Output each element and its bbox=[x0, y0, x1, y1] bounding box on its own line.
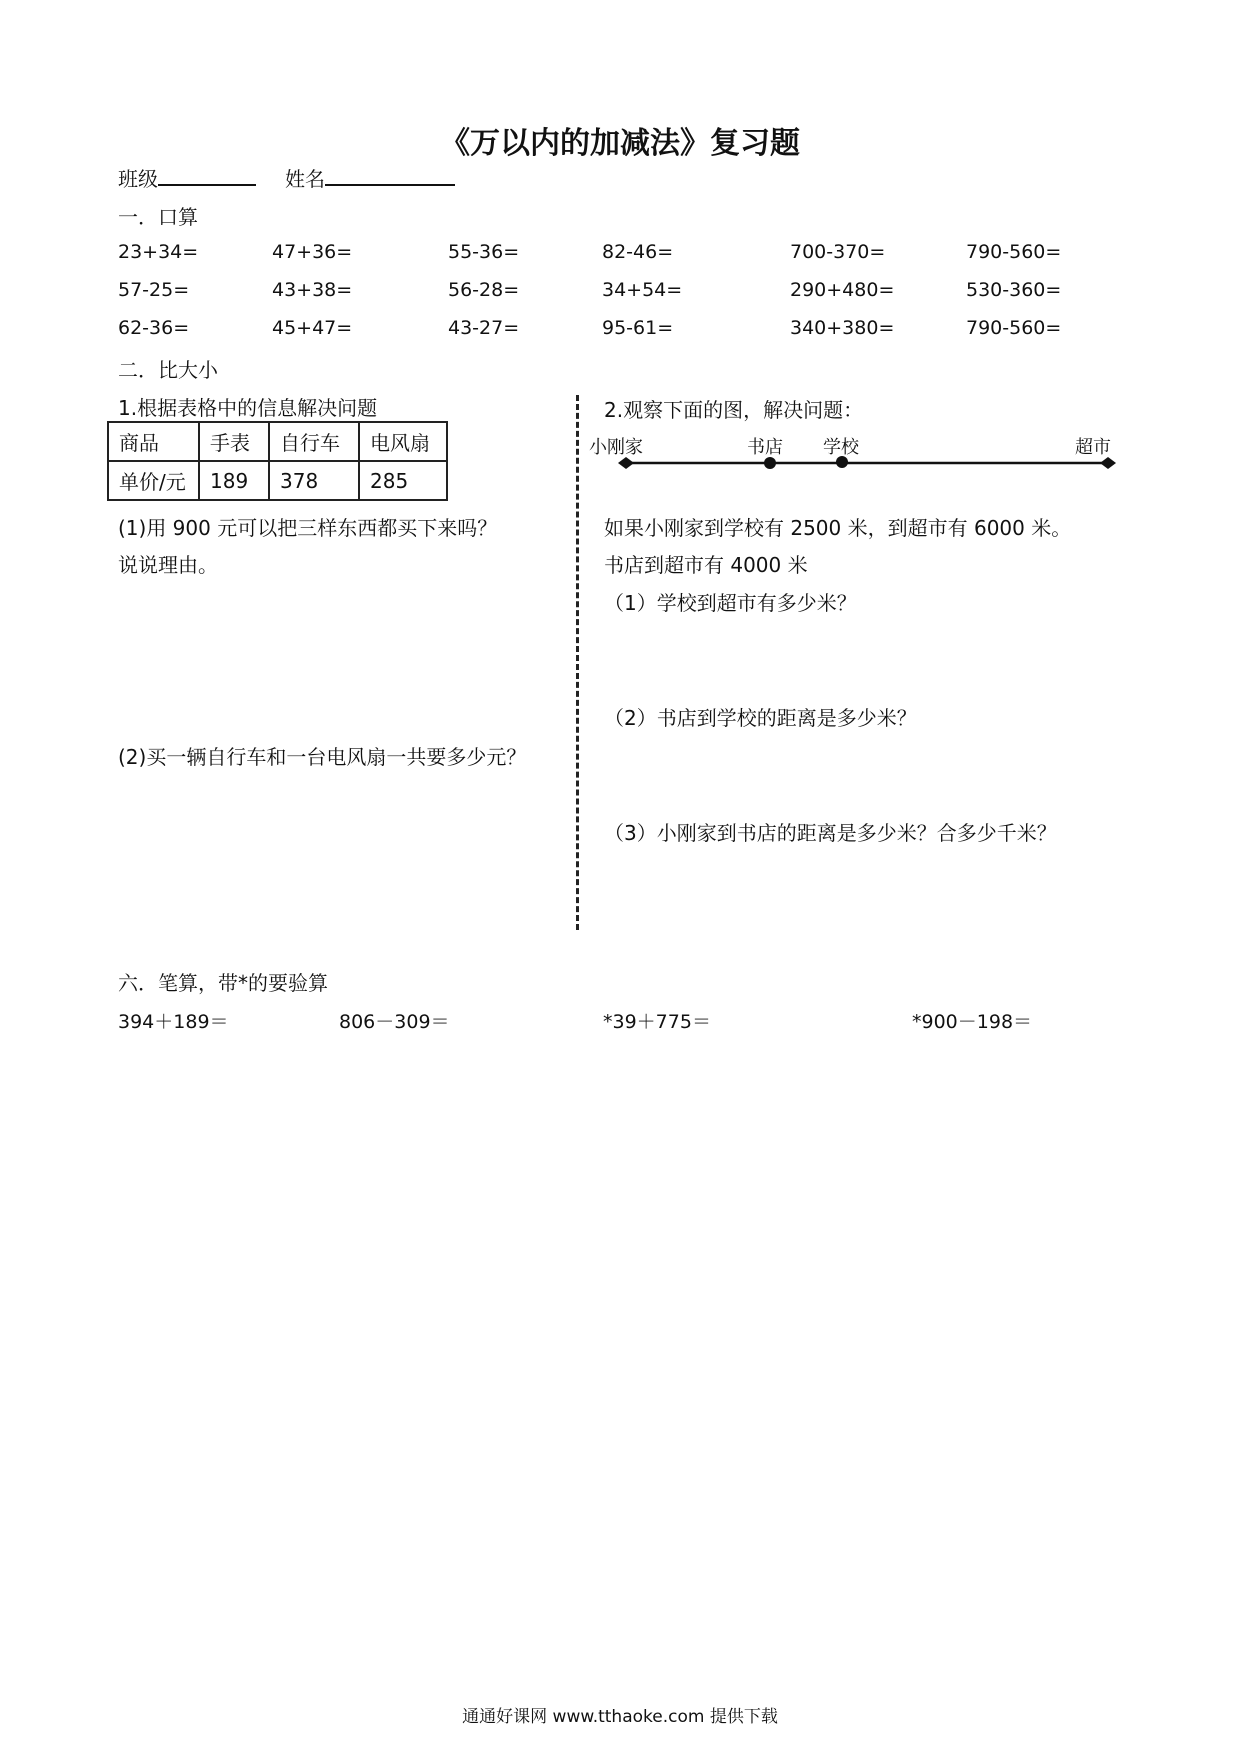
mental-math-item: 23+34= bbox=[118, 241, 199, 263]
problem2-intro: 2.观察下面的图，解决问题： bbox=[604, 398, 864, 422]
problem1-q2: (2)买一辆自行车和一台电风扇一共要多少元？ bbox=[118, 745, 527, 769]
name-field bbox=[285, 163, 455, 192]
table-cell: 378 bbox=[269, 461, 359, 500]
table-cell: 285 bbox=[359, 461, 447, 500]
label-market: 超市 bbox=[1075, 437, 1111, 458]
page-title: 《万以内的加减法》复习题 bbox=[440, 126, 800, 161]
label-home: 小刚家 bbox=[589, 437, 643, 458]
problem2-q2: （2）书店到学校的距离是多少米？ bbox=[604, 706, 917, 730]
problem2-q3: （3）小刚家到书店的距离是多少米？合多少千米？ bbox=[604, 821, 1057, 845]
written-calc-item: 806－309＝ bbox=[339, 1011, 450, 1033]
price-table bbox=[107, 421, 448, 501]
name-blank[interactable] bbox=[325, 164, 455, 186]
table-row bbox=[108, 461, 447, 500]
mental-math-item: 62-36= bbox=[118, 317, 190, 339]
table-cell: 电风扇 bbox=[359, 422, 447, 461]
written-calc-item: 394＋189＝ bbox=[118, 1011, 229, 1033]
problem2-info-line1: 如果小刚家到学校有 2500 米，到超市有 6000 米。 bbox=[604, 516, 1072, 540]
footer-credit: 通通好课网 www.tthaoke.com 提供下载 bbox=[462, 1707, 778, 1727]
section6-heading: 六．笔算，带*的要验算 bbox=[118, 971, 328, 995]
mental-math-item: 34+54= bbox=[602, 279, 683, 301]
written-calc-item: *39＋775＝ bbox=[603, 1011, 711, 1033]
mental-math-item: 340+380= bbox=[790, 317, 895, 339]
table-header-row bbox=[108, 422, 447, 461]
mental-math-item: 56-28= bbox=[448, 279, 520, 301]
written-calc-item: *900－198＝ bbox=[912, 1011, 1033, 1033]
name-label: 姓名 bbox=[285, 167, 325, 191]
table-cell: 单价/元 bbox=[108, 461, 199, 500]
table-cell: 手表 bbox=[199, 422, 269, 461]
class-blank[interactable] bbox=[158, 164, 256, 186]
section2-heading: 二．比大小 bbox=[118, 358, 218, 382]
table-cell: 自行车 bbox=[269, 422, 359, 461]
problem1-intro: 1.根据表格中的信息解决问题 bbox=[118, 396, 378, 420]
label-bookstore: 书店 bbox=[747, 437, 783, 458]
mental-math-item: 57-25= bbox=[118, 279, 190, 301]
mental-math-item: 95-61= bbox=[602, 317, 674, 339]
table-cell: 商品 bbox=[108, 422, 199, 461]
mental-math-item: 530-360= bbox=[966, 279, 1062, 301]
table-cell: 189 bbox=[199, 461, 269, 500]
mental-math-item: 55-36= bbox=[448, 241, 520, 263]
mental-math-item: 290+480= bbox=[790, 279, 895, 301]
mental-math-item: 790-560= bbox=[966, 317, 1062, 339]
mental-math-item: 790-560= bbox=[966, 241, 1062, 263]
mental-math-item: 82-46= bbox=[602, 241, 674, 263]
problem2-q1: （1）学校到超市有多少米？ bbox=[604, 591, 857, 615]
problem1-q1-line2: 说说理由。 bbox=[118, 553, 218, 577]
label-school: 学校 bbox=[823, 437, 859, 458]
problem1-q1-line1: (1)用 900 元可以把三样东西都买下来吗？ bbox=[118, 516, 498, 540]
section1-heading: 一．口算 bbox=[118, 205, 198, 229]
class-label: 班级 bbox=[118, 167, 158, 191]
column-divider bbox=[576, 395, 579, 930]
problem2-info-line2: 书店到超市有 4000 米 bbox=[604, 553, 808, 577]
mental-math-item: 700-370= bbox=[790, 241, 886, 263]
mental-math-item: 43+38= bbox=[272, 279, 353, 301]
mental-math-item: 45+47= bbox=[272, 317, 353, 339]
class-field bbox=[118, 163, 256, 192]
mental-math-item: 43-27= bbox=[448, 317, 520, 339]
mental-math-item: 47+36= bbox=[272, 241, 353, 263]
